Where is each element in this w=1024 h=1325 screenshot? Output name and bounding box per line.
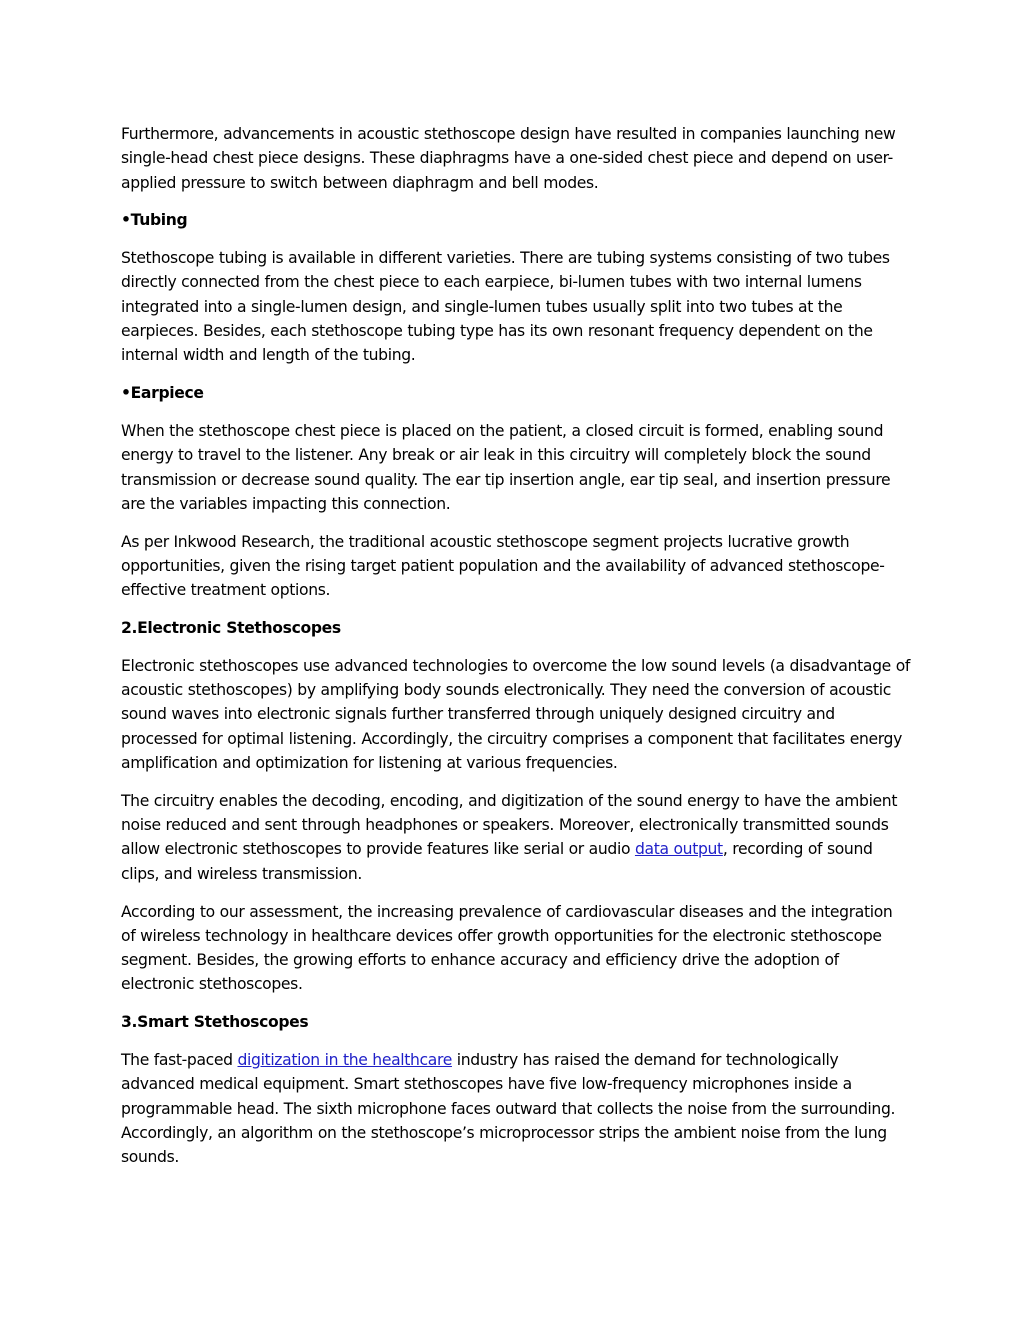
paragraph-tubing: Stethoscope tubing is available in different varieties. There are tubing systems consisting of two tubes directly connected from the chest piece to each earpiece, bi-lumen tubes with two internal lumens integrated into a single-lumen design, and single-lumen tubes usually split into two tubes at the earpieces. Besides, each stethoscope tubing type has its own resonant frequency dependent on the internal width and length of the tubing. — [121, 249, 890, 365]
paragraph-text: , recording of sound clips, and wireless transmission. — [121, 840, 873, 883]
paragraph-circuitry — [121, 789, 911, 886]
paragraph-inkwood-research: As per Inkwood Research, the traditional acoustic stethoscope segment projects lucrative growth opportunities, given the rising target patient population and the availability of advanced stethoscope-effective treatment options. — [121, 532, 885, 600]
bullet-heading-label: Earpiece — [130, 384, 204, 403]
paragraph-assessment: According to our assessment, the increasing prevalence of cardiovascular diseases and the integration of wireless technology in healthcare devices offer growth opportunities for the electronic stethoscope segment. Besides, the growing efforts to enhance accuracy and efficiency drive the adoption of electronic stethoscopes. — [121, 902, 893, 994]
paragraph-chest-piece-designs: Furthermore, advancements in acoustic stethoscope design have resulted in companies launching new single-head chest piece designs. These diaphragms have a one-sided chest piece and depend on user-applied pressure to switch between diaphragm and bell modes. — [121, 125, 896, 192]
section-heading-electronic-stethoscopes: 2.Electronic Stethoscopes — [121, 619, 341, 638]
digitization-healthcare-link[interactable]: digitization in the healthcare — [237, 1051, 452, 1069]
data-output-link[interactable]: data output — [634, 840, 723, 859]
bullet-heading-earpiece — [121, 381, 911, 405]
bullet-heading-label: Tubing — [130, 211, 188, 230]
paragraph-text: The fast-paced — [121, 1051, 238, 1069]
paragraph-electronic-overview: Electronic stethoscopes use advanced technologies to overcome the low sound levels (a disadvantage of acoustic stethoscopes) by amplifying body sounds electronically. They need the conversion of acoustic sound waves into electronic signals further transferred through uniquely designed circuitry and processed for optimal listening. Accordingly, the circuitry comprises a component that facilitates energy amplification and optimization for listening at various frequencies. — [121, 656, 911, 773]
document-body — [121, 122, 911, 1183]
paragraph-smart-stethoscopes — [121, 1048, 911, 1169]
paragraph-text: industry has raised the demand for technologically advanced medical equipment. Smart stethoscopes have five low-frequency microphones inside a programmable head. The sixth microphone faces outward that collects the noise from the surrounding. Accordingly, an algorithm on the stethoscope’s microprocessor strips the ambient noise from the lung sounds. — [121, 1051, 896, 1167]
paragraph-text: The circuitry enables the decoding, encoding, and digitization of the sound energy to have the ambient noise reduced and sent through headphones or speakers. Moreover, electronically transmitted sounds allow electronic stethoscopes to provide features like serial or audio — [121, 791, 898, 859]
bullet-heading-tubing — [121, 208, 911, 232]
bullet-icon: • — [121, 211, 131, 230]
section-heading-smart-stethoscopes: 3.Smart Stethoscopes — [121, 1013, 309, 1032]
bullet-icon: • — [121, 384, 131, 403]
paragraph-earpiece: When the stethoscope chest piece is placed on the patient, a closed circuit is formed, enabling sound energy to travel to the listener. Any break or air leak in this circuitry will completely block the sound transmission or decrease sound quality. The ear tip insertion angle, ear tip seal, and insertion pressure are the variables impacting this connection. — [121, 421, 891, 513]
